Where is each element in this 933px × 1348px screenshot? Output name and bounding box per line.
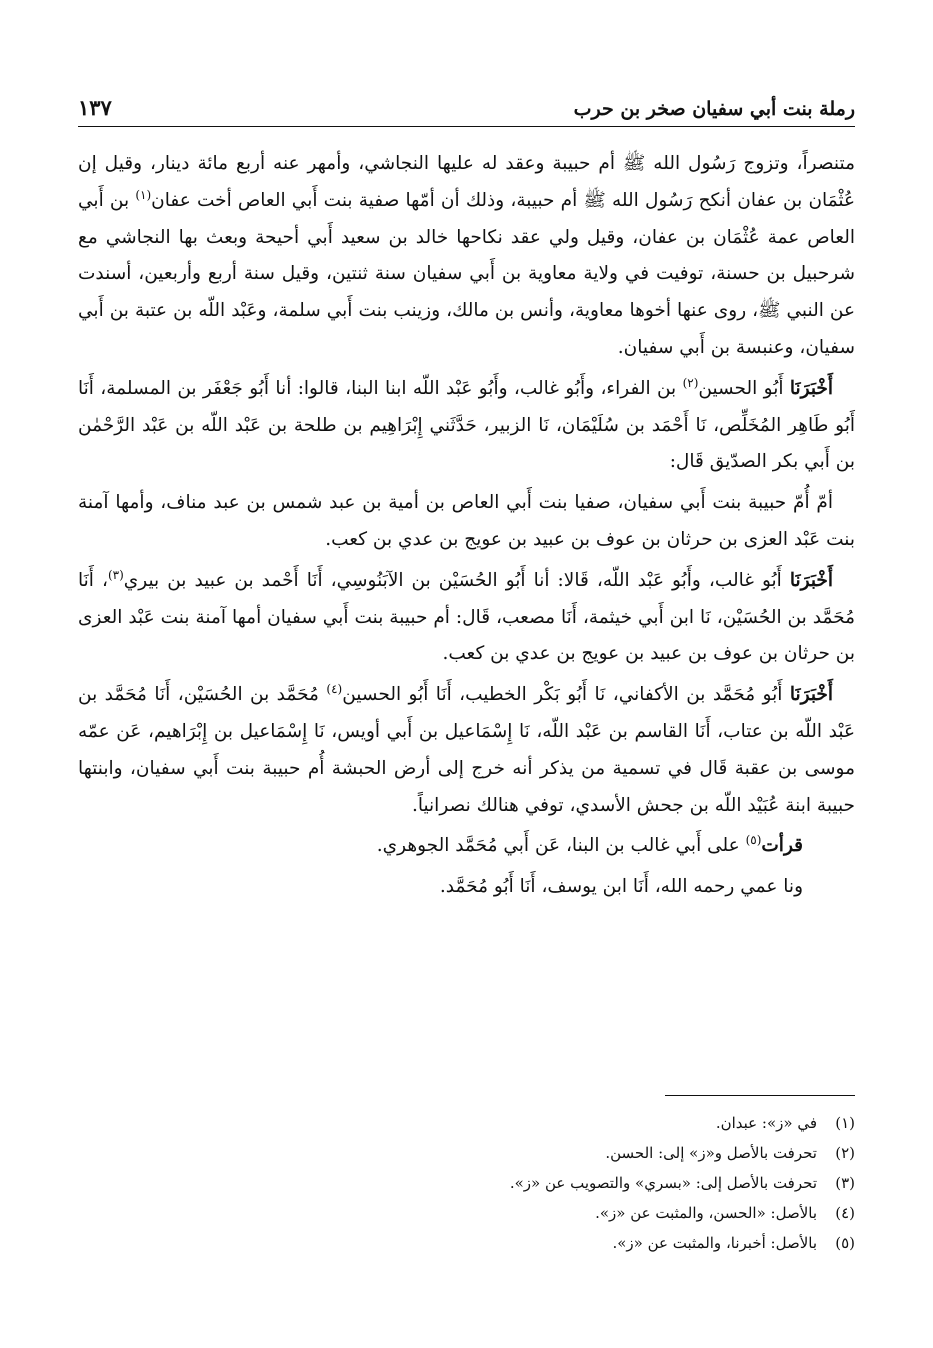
footnote-text: تحرفت بالأصل إلى: «بسري» والتصويب عن «ز». [509,1174,817,1192]
paragraph-text: مُحَمَّد بن الحُسَيْن، أَنَا مُحَمَّد بن عَبْد اللّه بن عتاب، أَنَا القاسم بن عَبْد اللّه، نَا إِسْمَاعيل بن أَبي أويس، نَا إِسْمَاعيل بن إِبْرَاهيم، عَن عمّه موسى بن عقبة قَال في تسمية من يذكر أنه خرج إلى أرض الحبشة أُم حبيبة بنت أَبي سفيان، وابنتها حبيبة ابنة عُبَيْد اللّه بن جحش الأسدي، توفي هنالك نصرانياً. [78,684,855,816]
running-title: رملة بنت أبي سفيان صخر بن حرب [573,98,855,120]
paragraph-text: أَبُو مُحَمَّد بن الأكفاني، نَا أَبُو بَكْر الخطيب، أَنَا أَبُو الحسين [342,684,790,706]
footnote-text: بالأصل: أخبرنا، والمثبت عن «ز». [612,1234,817,1252]
paragraph-3 [78,485,855,559]
paragraph-text: بن الفراء، وأَبُو غالب، وأَبُو عَبْد اللّه ابنا البنا، قالوا: أنا أَبُو جَعْفَر بن المسلمة، أَنَا أَبُو طَاهِر المُخَلِّص، نَا أَحْمَد بن سُلَيْمَان، نَا الزبير، حَدَّثَني إِبْرَاهِيم بن طلحة بن عَبْد اللّه بن عَبْد الرَّحْمٰن بن أَبي بكر الصدّيق قَال: [78,377,855,473]
lead-word: قرأت [761,835,803,857]
footnote-number: (٢) [835,1144,855,1162]
footnote-text: بالأصل: «الحسن، والمثبت عن «ز». [595,1204,817,1222]
footnote-item [78,1138,855,1168]
paragraph-text: أَبُو غالب، وأَبُو عَبْد اللّه، قَالا: أنا أَبُو الحُسَيْن بن الآبَنُوسِي، أَنَا أَحْمد بن عبيد بن بيري [123,569,790,591]
lead-word: أَخْبَرَنَا [789,684,833,706]
page-number: ١٣٧ [78,95,112,120]
paragraph-text: بن أَبي العاص عمة عُثْمَان بن عفان، وقيل ولي عقد نكاحها خالد بن سعيد أَبي أحيحة وبعث بها النجاشي مع شرحبيل بن حسنة، توفيت في ولاية معاوية بن أَبي سفيان سنة ثنتين، وقيل سنة أربع وأربعين، أسندت عن النبي ﷺ، روى عنها أخوها معاوية، وأنس بن مالك، وزينب بنت أَبي سلمة، وعَبْد اللّه بن عتبة بن أَبي سفيان، وعنبسة بن أَبي سفيان. [78,189,855,358]
footnote-divider [665,1095,855,1096]
footnote-text: تحرفت بالأصل و«ز» إلى: الحسن. [605,1144,817,1162]
lead-word: أَخْبَرَنَا [789,569,833,591]
paragraph-text: ، أَنَا مُحَمَّد بن الحُسَيْن، نَا ابن أَبي خيثمة، أَنَا مصعب، قَال: أم حبيبة بنت أَبي سفيان أمها آمنة بنت عَبْد العزى بن حرثان بن عوف بن عبيد بن عويج بن عدي بن كعب. [78,569,855,665]
footnote-ref: (٢) [682,375,699,390]
lead-word: أَخْبَرَنَا [789,377,833,399]
paragraph-text: أَبُو الحسين [698,377,790,399]
footnote-ref: (٤) [326,682,343,696]
footnote-ref: (٥) [745,833,762,848]
footnote-number: (٥) [835,1234,855,1252]
paragraph-4 [78,563,855,673]
footnote-ref: (٣) [107,567,124,582]
footnotes [78,1108,855,1258]
footnote-item [78,1228,855,1258]
footnote-item [78,1108,855,1138]
paragraph-text: على أَبي غالب بن البنا، عَن أَبي مُحَمَّد الجوهري. [376,835,746,857]
page-header [78,80,855,127]
main-text [78,146,855,910]
paragraph-2 [78,371,855,481]
paragraph-text: ونا عمي رحمه الله، أَنَا ابن يوسف، أَنَا أَبُو مُحَمَّد. [439,876,803,898]
paragraph-5 [78,677,855,824]
footnote-ref: (١) [135,187,152,202]
paragraph-text: أمّ أُمّ حبيبة بنت أَبي سفيان، صفيا بنت أَبي العاص بن أمية بن عبد شمس بن عبد مناف، وأمها آمنة بنت عَبْد العزى بن حرثان بن عوف بن عبيد بن عويج بن عدي بن كعب. [78,492,855,550]
footnote-item [78,1168,855,1198]
paragraph-6 [78,828,855,865]
footnote-number: (١) [835,1114,855,1132]
footnote-number: (٣) [835,1174,855,1192]
footnote-item [78,1198,855,1228]
paragraph-text: متنصراً، وتزوج رَسُول الله ﷺ أم حبيبة وعقد له عليها النجاشي، وأمهر عنه أربع مائة دينار، وقيل إن عُثْمَان بن عفان أنكح رَسُول الله ﷺ أم حبيبة، وذلك أن أمّها صفية بنت أَبي العاص أخت عفان [78,153,856,211]
footnote-text: في «ز»: عبدان. [715,1114,817,1132]
paragraph-7 [78,869,855,906]
paragraph-1 [78,146,855,367]
footnote-number: (٤) [835,1204,855,1222]
